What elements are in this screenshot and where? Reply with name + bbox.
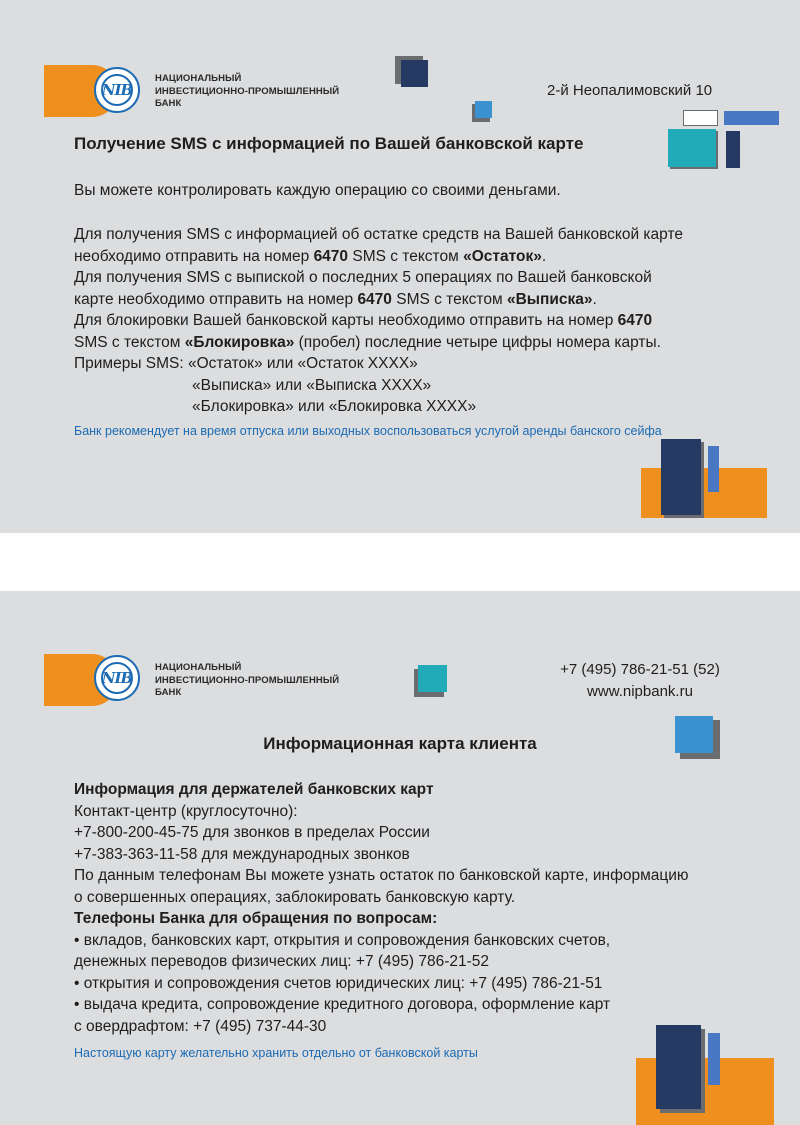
contact-center-label: Контакт-центр (круглосуточно): [74,802,298,820]
decor-square [401,60,428,87]
sms-examples [74,353,476,418]
decor-square [708,446,719,492]
phone-international: +7-383-363-11-58 для международных звонков [74,845,410,863]
info-line: По данным телефонам Вы можете узнать остаток по банковской карте, информацию [74,867,689,884]
decor-square [661,439,701,515]
bullet-line: • открытия и сопровождения счетов юридических лиц: +7 (495) 786-21-51 [74,974,603,992]
instruction-line: необходимо отправить на номер 6470 SMS с текстом «Остаток». [74,247,547,265]
subtitle: Вы можете контролировать каждую операцию со своими деньгами. [74,182,561,199]
bullet-line: с овердрафтом: +7 (495) 737-44-30 [74,1017,327,1035]
phone-russia: +7-800-200-45-75 для звонков в пределах России [74,824,430,841]
contact-block [540,659,740,703]
instruction-line: Для получения SMS с информацией об остатке средств на Вашей банковской карте [74,226,683,243]
sms-instructions [74,224,764,353]
bank-logo-icon: NIB [94,67,140,113]
page-title: Информационная карта клиента [263,734,537,753]
decor-square [656,1025,701,1109]
decor-square [683,110,718,126]
bank-website: www.nipbank.ru [587,683,693,700]
info-line: о совершенных операциях, заблокировать банковскую карту. [74,888,516,906]
client-info-card [0,591,800,1125]
examples-label: Примеры SMS: [74,355,184,372]
decor-square [726,131,740,168]
decor-square [475,101,492,118]
section-heading: Информация для держателей банковских карт [74,781,434,798]
bullet-line: • выдача кредита, сопровождение кредитного договора, оформление карт [74,996,611,1013]
decor-square [641,468,767,518]
storage-note: Настоящую карту желательно хранить отдельно от банковской карты [74,1046,478,1060]
bank-logo-icon: NIB [94,655,140,701]
decor-square [724,111,779,125]
sms-info-card [0,0,800,533]
section-heading: Телефоны Банка для обращения по вопросам: [74,910,438,927]
bullet-line: • вкладов, банковских карт, открытия и сопровождения банковских счетов, [74,931,611,949]
bank-name: НАЦИОНАЛЬНЫЙ ИНВЕСТИЦИОННО-ПРОМЫШЛЕННЫЙ БАНК [155,73,340,109]
decor-square [418,665,447,692]
instruction-line: Для блокировки Вашей банковской карты необходимо отправить на номер 6470 [74,312,653,329]
example-line: «Остаток» или «Остаток ХХХХ» [187,355,418,372]
instruction-line: SMS с текстом «Блокировка» (пробел) последние четыре цифры номера карты. [74,333,661,351]
instruction-line: карте необходимо отправить на номер 6470 SMS с текстом «Выписка». [74,290,597,308]
decor-square [708,1033,720,1085]
example-line: «Выписка» или «Выписка ХХХХ» [192,376,432,394]
decor-square [668,129,716,167]
bank-name: НАЦИОНАЛЬНЫЙ ИНВЕСТИЦИОННО-ПРОМЫШЛЕННЫЙ БАНК [155,662,340,698]
page-title: Получение SMS с информацией по Вашей банковской карте [74,134,584,153]
bank-phone: +7 (495) 786-21-51 (52) [560,661,720,678]
instruction-line: Для получения SMS с выпиской о последних 5 операциях по Вашей банковской [74,269,652,286]
example-line: «Блокировка» или «Блокировка ХХХХ» [192,398,477,415]
bullet-line: денежных переводов физических лиц: +7 (495) 786-21-52 [74,953,490,970]
bank-address: 2-й Неопалимовский 10 [547,82,713,99]
recommendation-note: Банк рекомендует на время отпуска или выходных воспользоваться услугой аренды банского сейфа [74,424,662,438]
card-info-block [74,779,774,1037]
